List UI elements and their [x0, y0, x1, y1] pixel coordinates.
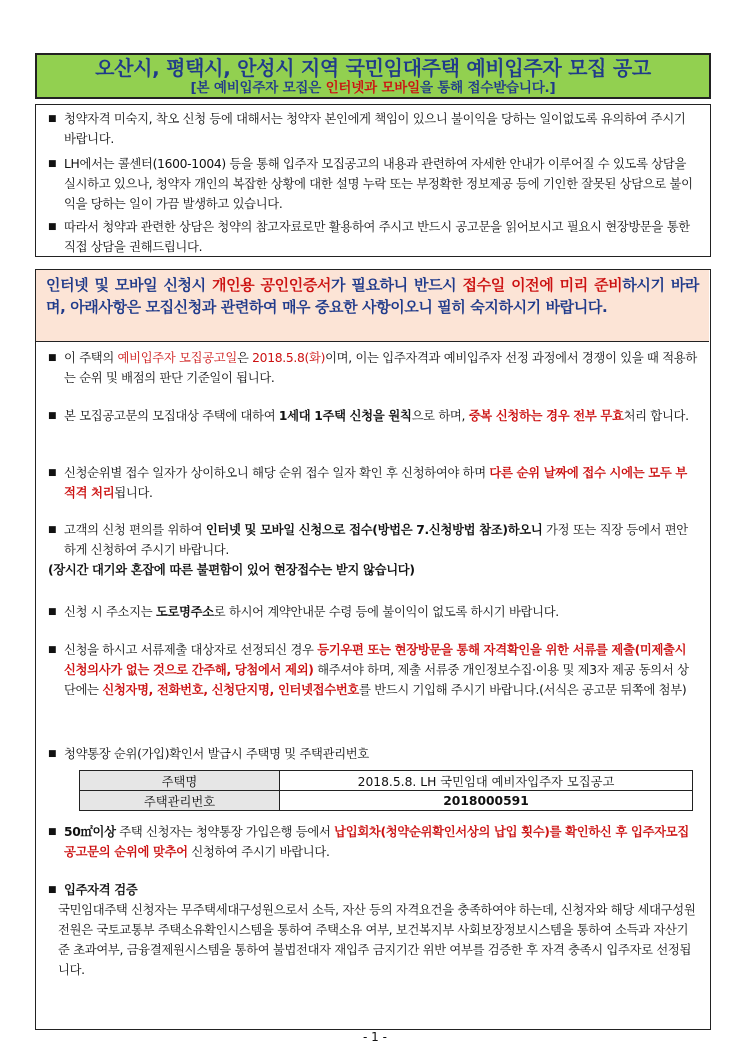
- section-heading: 입주자격 검증: [64, 883, 138, 897]
- text-bold: 1세대 1주택 신청을 원칙: [278, 409, 412, 423]
- section-body: 국민임대주택 신청자는 무주택세대구성원으로서 소득, 자산 등의 자격요건을 충족하여야 하는데, 신청자와 해당 세대구성원 전원은 국토교통부 주택소유확인시스템을 통하여 주택소유 여부, 보건복지부 사회보장정보시스템을 통하여 소득과 자산기준 초과여부, 금융결제원시스템을 통하여 불법전대자 재입주 금지기간 위반 여부를 검증한 후 자격 충족시 입주자로 선정됩니다.: [58, 903, 696, 977]
- notice-text: [64, 463, 698, 503]
- list-item: [48, 880, 698, 980]
- bullet-square-icon: ■: [48, 353, 57, 363]
- head-part: 인터넷 및 모바일 신청시: [46, 276, 212, 294]
- bullet-square-icon: ■: [48, 645, 57, 655]
- list-item: [48, 154, 698, 214]
- table-label: 주택관리번호: [80, 791, 280, 811]
- important-header-text: [46, 274, 699, 318]
- head-part: 하시기 바라며, 아래사항은 모집신청과 관련하여 매우 중요한 사항이오니 필히 숙지하시기 바랍니다.: [46, 276, 700, 316]
- page-number: - 1 -: [363, 1030, 387, 1044]
- list-item: [48, 744, 698, 764]
- notice-text: 청약자격 미숙지, 착오 신청 등에 대해서는 청약자 본인에게 책임이 있으니 불이익을 당하는 일이없도록 유의하여 주시기 바랍니다.: [64, 112, 686, 146]
- list-item: [48, 822, 698, 862]
- list-item: [48, 109, 698, 149]
- text-part: 본 모집공고문의 모집대상 주택에 대하여: [64, 409, 279, 423]
- subtitle-emphasis: 인터넷과 모바일: [325, 80, 420, 96]
- text-part: 가정 또는 직장 등에서 편안하게 신청하여 주시기 바랍니다.: [64, 523, 688, 557]
- important-header: [36, 270, 709, 342]
- text-emphasis: 등기우편 또는 현장방문을 통해 자격확인을 위한 서류를 제출(미제출시 신청의사가 없는 것으로 간주해, 당첨에서 제외): [64, 643, 687, 677]
- bullet-square-icon: ■: [48, 885, 57, 895]
- text-emphasis: 납입회차(청약순위확인서상의 납입 횟수)를 확인하신 후 입주자모집 공고문의 순위에 맞추어: [64, 825, 689, 859]
- bullet-square-icon: ■: [48, 468, 57, 478]
- text-part: 신청을 하시고 서류제출 대상자로 선정되신 경우: [64, 643, 318, 657]
- bullet-square-icon: ■: [48, 525, 57, 535]
- list-item: [48, 406, 698, 426]
- bullet-square-icon: ■: [48, 411, 57, 421]
- notice-text: [64, 348, 698, 388]
- head-emphasis: 개인용 공인인증서: [212, 276, 331, 294]
- list-item: [48, 602, 698, 622]
- notice-text: [64, 602, 698, 622]
- notice-text: [64, 406, 698, 426]
- table-row: [80, 791, 693, 811]
- text-emphasis: 중복 신청하는 경우 전부 무효: [468, 409, 624, 423]
- text-part: 주택 신청자는 청약통장 가입은행 등에서: [115, 825, 335, 839]
- text-part: 처리 합니다.: [623, 409, 689, 423]
- housing-info-table: [79, 770, 693, 811]
- notice-text: LH에서는 콜센터(1600-1004) 등을 통해 입주자 모집공고의 내용과 관련하여 자세한 안내가 이루어질 수 있도록 상담을 실시하고 있으나, 청약자 개인의 복잡한 상황에 대한 설명 누락 또는 부정확한 정보제공 등에 기인한 잘못된 상담으로 불이익을 당하는 일이 가끔 발생하고 있습니다.: [64, 157, 693, 211]
- text-bold: 도로명주소: [155, 605, 214, 619]
- head-emphasis: 접수일 이전에 미리 준비: [462, 276, 623, 294]
- text-part: 해주셔야 하며, 제출 서류중 개인정보수집·이용 및 제3자 제공 동의서 상단에는: [64, 663, 689, 697]
- text-part: 고객의 신청 편의를 위하여: [64, 523, 206, 537]
- table-label: 주택명: [80, 771, 280, 791]
- notice-box-caution: [35, 104, 711, 257]
- list-item: [48, 463, 698, 503]
- text-part: 신청하여 주시기 바랍니다.: [187, 845, 330, 859]
- bullet-square-icon: ■: [48, 607, 57, 617]
- list-item: [48, 217, 698, 257]
- table-value: 2018.5.8. LH 국민임대 예비자입주자 모집공고: [280, 771, 693, 791]
- text-bold: 50㎡이상: [64, 825, 116, 839]
- onsite-notice: (장시간 대기와 혼잡에 따른 불편함이 있어 현장접수는 받지 않습니다): [48, 563, 415, 577]
- text-part: 신청 시 주소지는: [64, 605, 156, 619]
- text-part: 은: [236, 351, 253, 365]
- table-value: 2018000591: [280, 791, 693, 811]
- notice-text: [64, 640, 698, 700]
- notice-text: 청약통장 순위(가입)확인서 발급시 주택명 및 주택관리번호: [64, 747, 369, 761]
- notice-text: 따라서 청약과 관련한 상담은 청약의 참고자료로만 활용하여 주시고 반드시 공고문을 읽어보시고 필요시 현장방문을 통한 직접 상담을 권해드립니다.: [64, 220, 690, 254]
- text-emphasis: 2018.5.8(화): [252, 351, 326, 365]
- text-part: 이며, 이는 입주자격과 예비입주자 선정 과정에서 경쟁이 있을 때 적용하는 순위 및 배점의 판단 기준일이 됩니다.: [64, 351, 697, 385]
- bullet-square-icon: ■: [48, 827, 57, 837]
- text-bold: 인터넷 및 모바일 신청으로 접수(방법은 7.신청방법 참조)하오니: [205, 523, 543, 537]
- bullet-square-icon: ■: [48, 114, 57, 124]
- subtitle-pre: [본 예비입주자 모집은: [190, 80, 326, 96]
- head-part: 가 필요하니 반드시: [331, 276, 463, 294]
- text-part: 신청순위별 접수 일자가 상이하오니 해당 순위 접수 일자 확인 후 신청하여야 하며: [64, 466, 490, 480]
- list-item: [48, 520, 698, 580]
- bullet-square-icon: ■: [48, 222, 57, 232]
- text-part: 로 하시어 계약안내문 수령 등에 불이익이 없도록 하시기 바랍니다.: [213, 605, 559, 619]
- notice-text: [64, 520, 698, 560]
- table-row: [80, 771, 693, 791]
- subtitle-post: 을 통해 접수받습니다.]: [419, 80, 556, 96]
- list-item: [48, 348, 698, 388]
- text-part: 를 반드시 기입해 주시기 바랍니다.(서식은 공고문 뒤쪽에 첨부): [359, 683, 687, 697]
- text-emphasis: 다른 순위 날짜에 접수 시에는 모두 부적격 처리: [64, 466, 687, 500]
- notice-box-important: [35, 269, 711, 1030]
- text-emphasis: 예비입주자 모집공고일: [117, 351, 237, 365]
- title-banner: [35, 53, 711, 99]
- list-item: [48, 640, 698, 700]
- notice-text: [64, 822, 698, 862]
- page-title: 오산시, 평택시, 안성시 지역 국민임대주택 예비입주자 모집 공고: [95, 56, 651, 80]
- page-subtitle: [37, 80, 709, 97]
- bullet-square-icon: ■: [48, 749, 57, 759]
- text-part: 으로 하며,: [411, 409, 469, 423]
- text-emphasis: 신청자명, 전화번호, 신청단지명, 인터넷접수번호: [102, 683, 359, 697]
- text-part: 됩니다.: [114, 486, 153, 500]
- text-part: 이 주택의: [64, 351, 118, 365]
- bullet-square-icon: ■: [48, 159, 57, 169]
